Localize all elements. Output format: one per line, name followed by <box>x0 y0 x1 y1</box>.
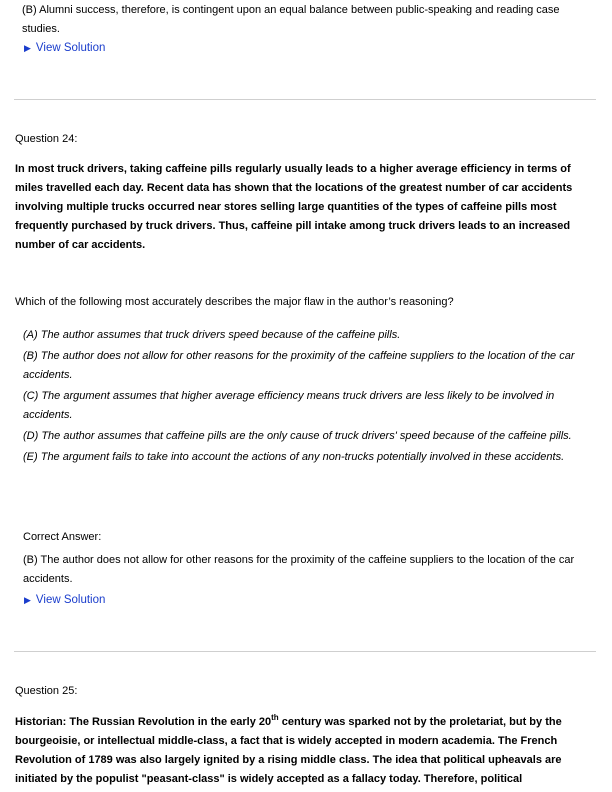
passage-text: Historian: The Russian Revolution in the early 20 <box>15 716 272 728</box>
question-24-passage: In most truck drivers, taking caffeine pills regularly usually leads to a higher average efficiency in terms of miles travelled each day. Recent data has shown that the locations of the greatest number of car accidents involving multiple trucks occurred near stores selling large quantities of the types of caffeine pills most frequently purchased by truck drivers. Thus, caffeine pill intake among truck drivers leads to an increased number of car accidents. <box>15 163 573 251</box>
triangle-right-icon: ▶ <box>24 594 31 605</box>
q23-answer-text: (B) Alumni success, therefore, is contingent upon an equal balance between public-speaking and reading case studies. <box>22 4 560 35</box>
q23-view-solution-link[interactable] <box>24 42 105 54</box>
divider <box>14 651 596 652</box>
view-solution-label: View Solution <box>35 594 106 606</box>
view-solution-label: View Solution <box>35 42 106 54</box>
correct-answer-label: Correct Answer: <box>23 531 102 543</box>
passage-text: century was sparked not by the proletariat, but by the bourgeoisie, or intellectual middle-class, a fact that is widely accepted in modern academia. The French Revolution of 1789 was also largely ignited by a rising middle class. The idea that political upheavals are initiated by the populist "peasant-class" is widely accepted as a fallacy today. Therefore, political <box>15 716 562 785</box>
question-24-prompt: Which of the following most accurately describes the major flaw in the author’s reasoning? <box>15 296 454 308</box>
q24-view-solution-link[interactable] <box>24 594 105 606</box>
option-d[interactable]: (D) The author assumes that caffeine pills are the only cause of truck drivers' speed because of the caffeine pills. <box>23 430 572 442</box>
option-c[interactable]: (C) The argument assumes that higher average efficiency means truck drivers are less likely to be involved in accidents. <box>23 390 555 421</box>
option-a[interactable]: (A) The author assumes that truck drivers speed because of the caffeine pills. <box>23 329 401 341</box>
question-25-passage <box>15 713 590 789</box>
correct-answer-text: (B) The author does not allow for other reasons for the proximity of the caffeine suppliers to the location of the car accidents. <box>23 554 575 585</box>
question-25-heading: Question 25: <box>15 685 78 697</box>
triangle-right-icon: ▶ <box>24 42 31 53</box>
superscript-th: th <box>271 713 279 722</box>
option-b[interactable]: (B) The author does not allow for other reasons for the proximity of the caffeine suppliers to the location of the car accidents. <box>23 350 575 381</box>
divider <box>14 99 596 100</box>
question-24-heading: Question 24: <box>15 133 78 145</box>
question-24-options <box>23 326 595 469</box>
option-e[interactable]: (E) The argument fails to take into account the actions of any non-trucks potentially involved in these accidents. <box>23 451 565 463</box>
